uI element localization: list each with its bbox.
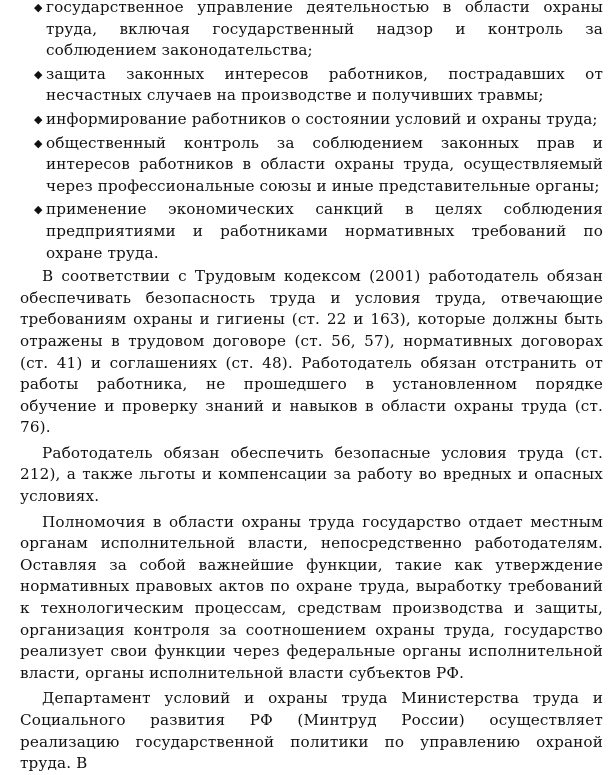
list-item xyxy=(20,109,603,131)
diamond-bullet-icon: ◆ xyxy=(34,67,43,81)
paragraph-department: Департамент условий и охраны труда Министерства труда и Социального развития РФ (Минтруд России) осуществляет реализацию государственной политики по управлению охраной труда. В xyxy=(20,689,603,773)
list-item xyxy=(20,133,603,198)
list-item-text: государственное управление деятельностью в области охраны труда, включая государственный надзор и контроль за соблюдением законодательства; xyxy=(46,0,603,60)
paragraph-state-powers: Полномочия в области охраны труда государство отдает местным органам исполнительной власти, непосредственно работодателям. Оставляя за собой важнейшие функции, такие как утверждение нормативных правовых актов по охране труда, выработку требований к технологическим процессам, средствам производства и защиты, организация контроля за соотношением охраны труда, государство реализует свои функции через федеральные органы исполнительной власти, органы исполнительной власти субъектов РФ. xyxy=(20,512,603,682)
diamond-bullet-icon: ◆ xyxy=(34,136,43,150)
list-item-text: применение экономических санкций в целях соблюдения предприятиями и работниками нормативных требований по охране труда. xyxy=(46,200,603,262)
list-item-text: защита законных интересов работников, пострадавших от несчастных случаев на производстве и получивших травмы; xyxy=(46,64,603,105)
list-item xyxy=(20,0,603,62)
diamond-bullet-icon: ◆ xyxy=(34,203,43,217)
diamond-bullet-icon: ◆ xyxy=(34,112,43,126)
list-item-text: информирование работников о состоянии условий и охраны труда; xyxy=(46,109,598,128)
list-item xyxy=(20,64,603,107)
paragraph-labor-code: В соответствии с Трудовым кодексом (2001) работодатель обязан обеспечивать безопасность труда и условия труда, отвечающие требованиям охраны и гигиены (ст. 22 и 163), которые должны быть отражены в трудовом договоре (ст. 56, 57), нормативных договорах (ст. 41) и соглашениях (ст. 48). Работодатель обязан отстранить от работы работника, не прошедшего в установленном порядке обучение и проверку знаний и навыков в области охраны труда (ст. 76). xyxy=(20,267,603,437)
list-item-text: общественный контроль за соблюдением законных прав и интересов работников в области охраны труда, осуществляемый через профессиональные союзы и иные представительные органы; xyxy=(46,133,603,195)
diamond-bullet-icon: ◆ xyxy=(34,1,43,14)
paragraph-employer-duty: Работодатель обязан обеспечить безопасные условия труда (ст. 212), а также льготы и компенсации за работу во вредных и опасных условиях. xyxy=(20,443,603,506)
list-item xyxy=(20,199,603,264)
bullet-list xyxy=(20,0,603,264)
